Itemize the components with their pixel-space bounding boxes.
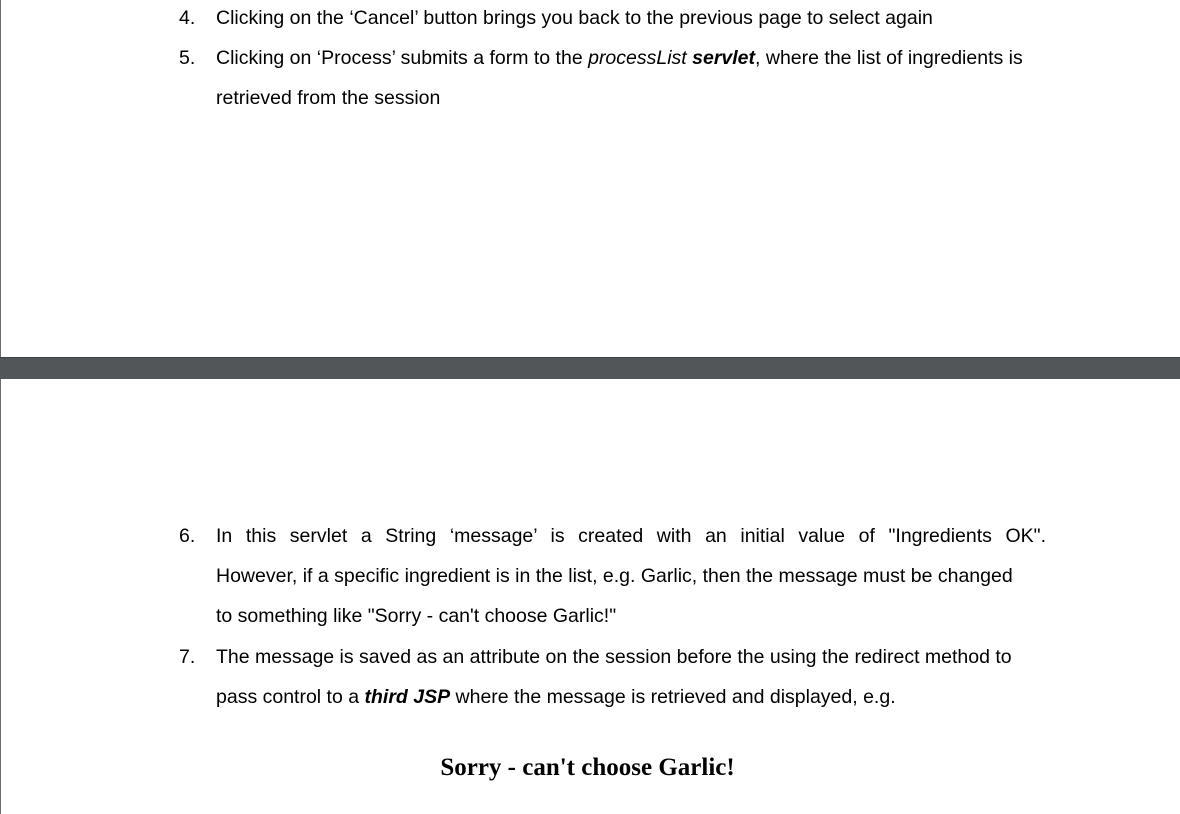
list-number: 4. [179,7,196,29]
italic-term: processList [588,47,687,69]
list-number: 6. [179,525,196,547]
list-item-text-line-2 [216,677,1046,717]
text-run: Clicking on ‘Process’ submits a form to the [216,47,589,69]
text-run: , where the list of ingredients is [755,47,1023,69]
list-item-text: Clicking on the ‘Cancel’ button brings you back to the previous page to select again [216,7,933,29]
text-run: where the message is retrieved and displayed, e.g. [450,686,896,708]
page-separator [0,357,1180,380]
list-item-text-line-1 [216,38,1046,78]
bold-italic-term: servlet [692,47,756,69]
example-display-message: Sorry - can't choose Garlic! [440,754,735,781]
list-number: 7. [179,646,196,668]
bold-italic-term: third JSP [364,686,451,708]
list-item-text-line-2: However, if a specific ingredient is in the list, e.g. Garlic, then the message must be changed [216,565,1013,587]
list-item-text-line-3: to something like "Sorry - can't choose Garlic!" [216,605,617,627]
list-item-text-line-1: The message is saved as an attribute on the session before the using the redirect method to [216,646,1012,668]
text-run: pass control to a [216,686,365,708]
list-item-text-line-2: retrieved from the session [216,87,441,109]
list-number: 5. [179,47,196,69]
list-item-text-line-1: In this servlet a String ‘message’ is created with an initial value of "Ingredients OK". [216,525,1046,547]
